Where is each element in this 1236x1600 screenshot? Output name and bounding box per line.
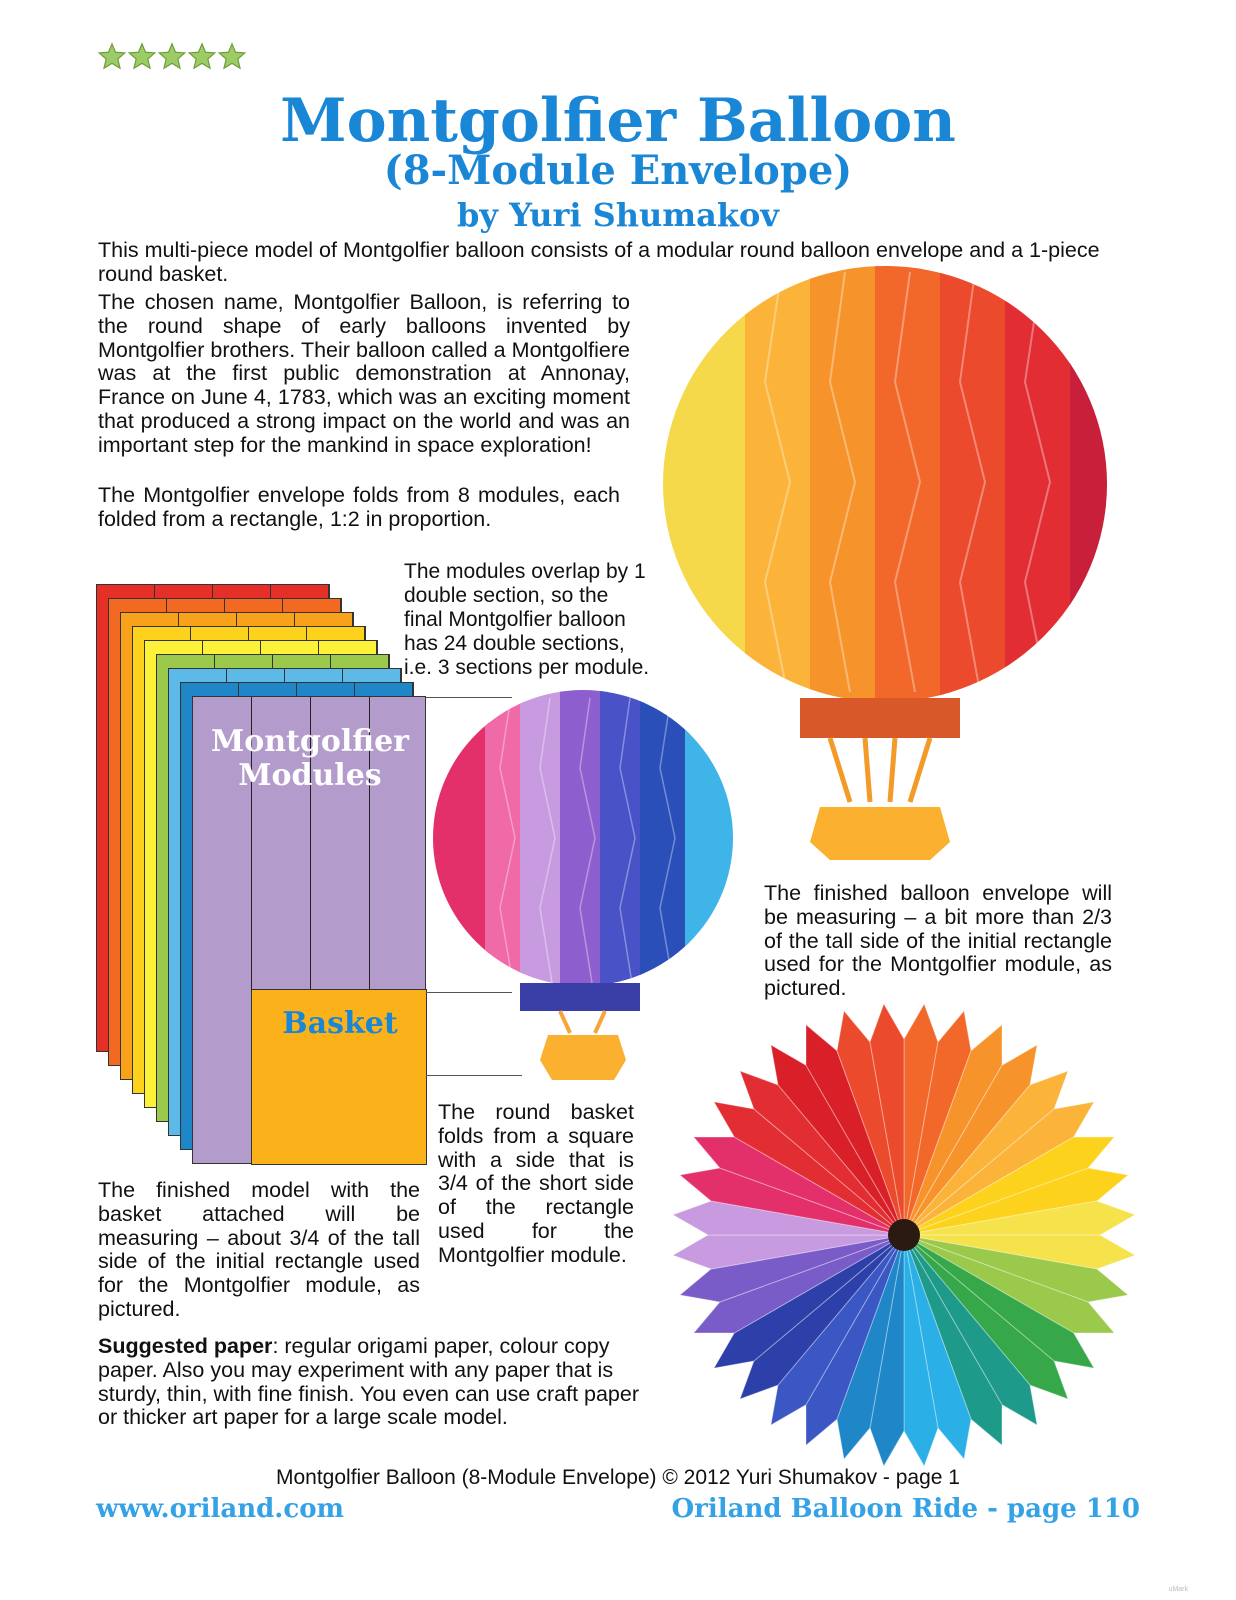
envelope-note: The finished balloon envelope will be measuring – a bit more than 2/3 of the tall side of the initial rectangle used for the Montgolfier module, as pictured.	[764, 881, 1112, 1001]
balloon-top-view-photo	[660, 995, 1148, 1475]
balloon-envelope-large	[650, 262, 1120, 722]
page-subtitle: (8-Module Envelope)	[383, 147, 853, 194]
module-sheets-diagram	[96, 584, 436, 1174]
footer-credit: Montgolfier Balloon (8-Module Envelope) © 2012 Yuri Shumakov - page 1	[276, 1466, 960, 1489]
basket-square	[251, 989, 427, 1165]
suggested-paper	[98, 1335, 640, 1430]
star-icon	[218, 42, 246, 70]
rosette-center	[888, 1219, 920, 1251]
page-title: Montgolfier Balloon	[280, 86, 956, 156]
modules-label: Montgolfier Modules	[211, 724, 409, 793]
model-note: The finished model with the basket attached will be measuring – about 3/4 of the tall side of the initial rectangle used for the Montgolfier module, as pictured.	[98, 1178, 420, 1321]
intro-paragraph: This multi-piece model of Montgolfier balloon consists of a modular round balloon envelope and a 1-piece round basket.	[98, 238, 1100, 286]
rating-stars	[98, 42, 246, 70]
envelope-skirt	[800, 698, 960, 738]
envelope-skirt	[520, 983, 640, 1011]
basket-ropes	[560, 1011, 605, 1033]
footer-page-label: Oriland Balloon Ride - page 110	[671, 1494, 1140, 1524]
star-icon	[188, 42, 216, 70]
author-line: by Yuri Shumakov	[457, 196, 779, 234]
watermark: uMark	[1168, 1586, 1188, 1593]
overlap-note: The modules overlap by 1 double section, so the final Montgolfier balloon has 24 double sections, i.e. 3 sections per module.	[404, 560, 650, 679]
basket-small	[540, 1035, 626, 1080]
suggested-paper-label: Suggested paper	[98, 1334, 273, 1358]
modules-paragraph: The Montgolfier envelope folds from 8 modules, each folded from a rectangle, 1:2 in proportion.	[98, 483, 620, 531]
balloon-envelope-small	[430, 688, 740, 1008]
basket-note: The round basket folds from a square with a side that is 3/4 of the short side of the rectangle used for the Montgolfier module.	[438, 1100, 634, 1267]
footer-url[interactable]: www.oriland.com	[96, 1494, 345, 1524]
suggested-paper-text: : regular origami paper, colour copy paper. Also you may experiment with any paper that is sturdy, thin, with fine finish. You even can use craft paper or thicker art paper for a large scale model.	[98, 1334, 640, 1430]
star-icon	[98, 42, 126, 70]
star-icon	[158, 42, 186, 70]
module-sheet-front	[192, 696, 426, 1164]
basket-label: Basket	[282, 1006, 398, 1041]
basket-large	[810, 807, 950, 860]
basket-ropes	[830, 738, 930, 802]
star-icon	[128, 42, 156, 70]
history-paragraph: The chosen name, Montgolfier Balloon, is referring to the round shape of early balloons invented by Montgolfier brothers. Their balloon called a Montgolfiere was at the first public demonstration at Annonay, France on June 4, 1783, which was an exciting moment that produced a strong impact on the world and was an important step for the mankind in space exploration!	[98, 290, 630, 457]
